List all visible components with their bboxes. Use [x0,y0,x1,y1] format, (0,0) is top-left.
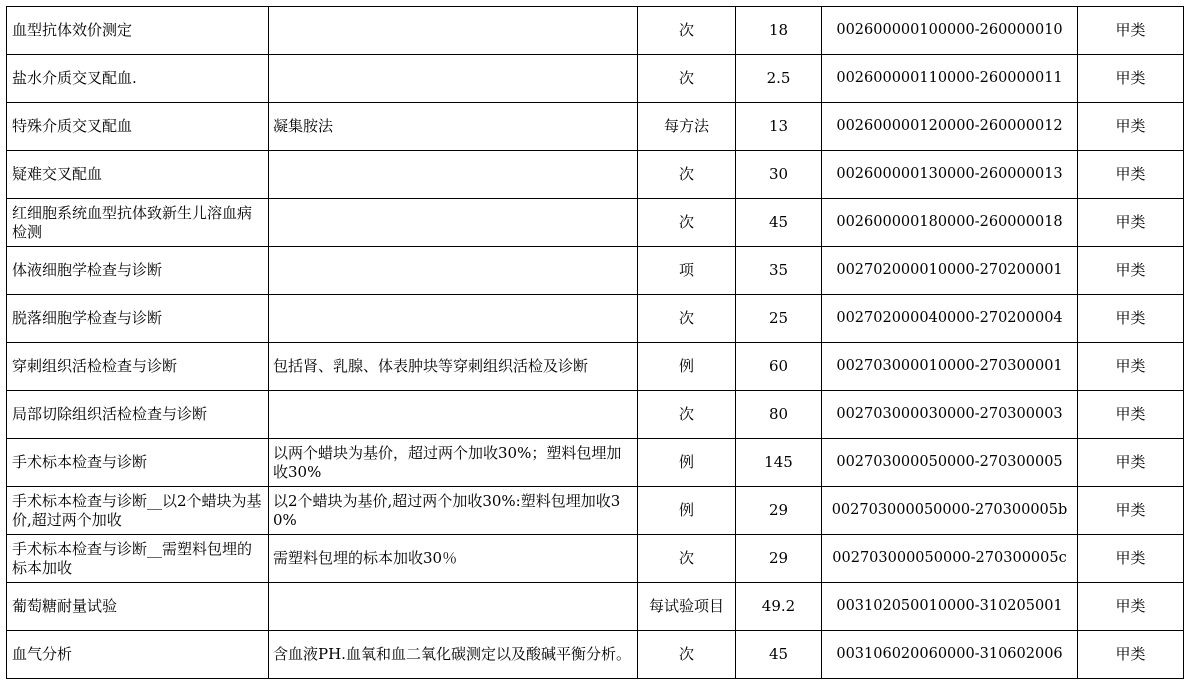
fee-table [6,6,1184,679]
item-name-cell: 血型抗体效价测定 [7,7,269,55]
table-row [7,535,1184,583]
table-row [7,103,1184,151]
table-row [7,55,1184,103]
unit-cell: 次 [638,535,736,583]
table-row [7,295,1184,343]
unit-cell: 次 [638,55,736,103]
item-name-cell: 体液细胞学检查与诊断 [7,247,269,295]
item-description-cell: 包括肾、乳腺、体表肿块等穿刺组织活检及诊断 [269,343,638,391]
table-row [7,583,1184,631]
item-name-cell: 穿刺组织活检检查与诊断 [7,343,269,391]
table-row [7,391,1184,439]
table-row [7,151,1184,199]
item-description-cell: 含血液PH.血氧和血二氧化碳测定以及酸碱平衡分析。 [269,631,638,679]
price-cell: 45 [736,199,822,247]
item-code-cell: 002703000050000-270300005c [822,535,1078,583]
item-name-cell: 脱落细胞学检查与诊断 [7,295,269,343]
price-cell: 45 [736,631,822,679]
item-code-cell: 003102050010000-310205001 [822,583,1078,631]
item-code-cell: 002703000010000-270300001 [822,343,1078,391]
unit-cell: 例 [638,439,736,487]
item-code-cell: 002703000050000-270300005b [822,487,1078,535]
item-code-cell: 002703000030000-270300003 [822,391,1078,439]
unit-cell: 次 [638,151,736,199]
item-description-cell: 需塑料包埋的标本加收30％ [269,535,638,583]
table-row [7,199,1184,247]
category-cell: 甲类 [1078,343,1184,391]
table-row [7,343,1184,391]
item-code-cell: 002702000010000-270200001 [822,247,1078,295]
category-cell: 甲类 [1078,631,1184,679]
item-name-cell: 特殊介质交叉配血 [7,103,269,151]
price-cell: 29 [736,487,822,535]
category-cell: 甲类 [1078,583,1184,631]
price-cell: 29 [736,535,822,583]
category-cell: 甲类 [1078,487,1184,535]
item-description-cell [269,55,638,103]
item-code-cell: 003106020060000-310602006 [822,631,1078,679]
category-cell: 甲类 [1078,103,1184,151]
category-cell: 甲类 [1078,199,1184,247]
item-code-cell: 002600000110000-260000011 [822,55,1078,103]
price-cell: 60 [736,343,822,391]
item-name-cell: 手术标本检查与诊断__以2个蜡块为基价,超过两个加收 [7,487,269,535]
item-description-cell [269,583,638,631]
price-cell: 49.2 [736,583,822,631]
price-cell: 18 [736,7,822,55]
price-cell: 80 [736,391,822,439]
item-code-cell: 002600000120000-260000012 [822,103,1078,151]
item-code-cell: 002600000100000-260000010 [822,7,1078,55]
category-cell: 甲类 [1078,295,1184,343]
unit-cell: 次 [638,295,736,343]
item-code-cell: 002600000130000-260000013 [822,151,1078,199]
item-name-cell: 血气分析 [7,631,269,679]
price-cell: 35 [736,247,822,295]
item-name-cell: 手术标本检查与诊断__需塑料包埋的标本加收 [7,535,269,583]
item-name-cell: 红细胞系统血型抗体致新生儿溶血病检测 [7,199,269,247]
unit-cell: 次 [638,199,736,247]
price-cell: 2.5 [736,55,822,103]
table-row [7,7,1184,55]
unit-cell: 例 [638,487,736,535]
item-description-cell [269,151,638,199]
category-cell: 甲类 [1078,439,1184,487]
item-description-cell: 以2个蜡块为基价,超过两个加收30%:塑料包埋加收30% [269,487,638,535]
item-description-cell [269,7,638,55]
item-name-cell: 葡萄糖耐量试验 [7,583,269,631]
item-name-cell: 疑难交叉配血 [7,151,269,199]
unit-cell: 次 [638,391,736,439]
category-cell: 甲类 [1078,55,1184,103]
category-cell: 甲类 [1078,535,1184,583]
table-row [7,631,1184,679]
item-description-cell: 以两个蜡块为基价，超过两个加收30%；塑料包埋加收30% [269,439,638,487]
category-cell: 甲类 [1078,247,1184,295]
unit-cell: 每方法 [638,103,736,151]
table-row [7,487,1184,535]
price-cell: 30 [736,151,822,199]
item-description-cell [269,199,638,247]
unit-cell: 次 [638,7,736,55]
item-name-cell: 盐水介质交叉配血. [7,55,269,103]
category-cell: 甲类 [1078,151,1184,199]
fee-table-body [7,7,1184,679]
item-description-cell [269,295,638,343]
unit-cell: 每试验项目 [638,583,736,631]
item-code-cell: 002600000180000-260000018 [822,199,1078,247]
item-description-cell [269,247,638,295]
price-cell: 13 [736,103,822,151]
item-description-cell: 凝集胺法 [269,103,638,151]
price-cell: 25 [736,295,822,343]
item-name-cell: 手术标本检查与诊断 [7,439,269,487]
category-cell: 甲类 [1078,7,1184,55]
item-description-cell [269,391,638,439]
price-cell: 145 [736,439,822,487]
item-name-cell: 局部切除组织活检检查与诊断 [7,391,269,439]
table-row [7,439,1184,487]
unit-cell: 例 [638,343,736,391]
item-code-cell: 002702000040000-270200004 [822,295,1078,343]
category-cell: 甲类 [1078,391,1184,439]
table-row [7,247,1184,295]
unit-cell: 次 [638,631,736,679]
item-code-cell: 002703000050000-270300005 [822,439,1078,487]
unit-cell: 项 [638,247,736,295]
